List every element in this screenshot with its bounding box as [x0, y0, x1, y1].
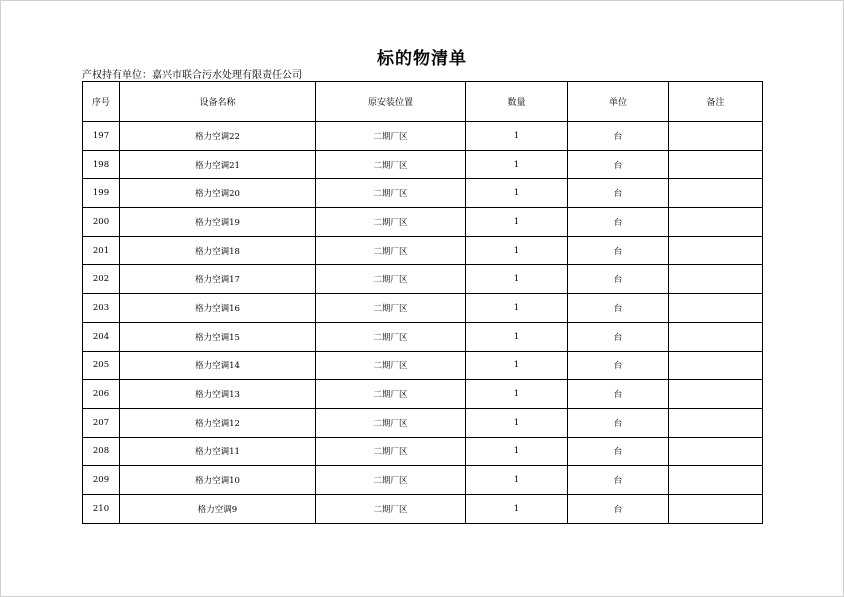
cell-index: 205 — [83, 351, 120, 380]
cell-install-location: 二期厂区 — [316, 236, 466, 265]
cell-install-location: 二期厂区 — [316, 380, 466, 409]
cell-equipment-name: 格力空调18 — [120, 236, 316, 265]
table-row — [83, 351, 763, 380]
cell-unit: 台 — [568, 380, 669, 409]
cell-unit: 台 — [568, 150, 669, 179]
cell-quantity: 1 — [466, 351, 568, 380]
cell-remarks — [669, 437, 763, 466]
cell-unit: 台 — [568, 494, 669, 523]
cell-unit: 台 — [568, 351, 669, 380]
cell-quantity: 1 — [466, 265, 568, 294]
column-header-remarks: 备注 — [669, 82, 763, 122]
cell-unit: 台 — [568, 236, 669, 265]
cell-unit: 台 — [568, 265, 669, 294]
cell-index: 201 — [83, 236, 120, 265]
cell-equipment-name: 格力空调21 — [120, 150, 316, 179]
cell-remarks — [669, 265, 763, 294]
cell-quantity: 1 — [466, 437, 568, 466]
cell-index: 202 — [83, 265, 120, 294]
cell-equipment-name: 格力空调16 — [120, 294, 316, 323]
table-row — [83, 494, 763, 523]
table-row — [83, 380, 763, 409]
cell-remarks — [669, 236, 763, 265]
cell-index: 199 — [83, 179, 120, 208]
table-row — [83, 208, 763, 237]
cell-unit: 台 — [568, 179, 669, 208]
cell-install-location: 二期厂区 — [316, 466, 466, 495]
table-row — [83, 122, 763, 151]
cell-install-location: 二期厂区 — [316, 494, 466, 523]
cell-remarks — [669, 408, 763, 437]
cell-unit: 台 — [568, 122, 669, 151]
cell-equipment-name: 格力空调10 — [120, 466, 316, 495]
cell-index: 203 — [83, 294, 120, 323]
cell-install-location: 二期厂区 — [316, 322, 466, 351]
cell-quantity: 1 — [466, 122, 568, 151]
cell-remarks — [669, 294, 763, 323]
cell-quantity: 1 — [466, 150, 568, 179]
cell-install-location: 二期厂区 — [316, 150, 466, 179]
cell-remarks — [669, 494, 763, 523]
owner-name: 嘉兴市联合污水处理有限责任公司 — [152, 70, 302, 81]
cell-remarks — [669, 150, 763, 179]
cell-install-location: 二期厂区 — [316, 408, 466, 437]
cell-remarks — [669, 122, 763, 151]
column-header-quantity: 数量 — [466, 82, 568, 122]
cell-equipment-name: 格力空调12 — [120, 408, 316, 437]
cell-index: 197 — [83, 122, 120, 151]
cell-remarks — [669, 208, 763, 237]
cell-index: 208 — [83, 437, 120, 466]
cell-equipment-name: 格力空调15 — [120, 322, 316, 351]
cell-equipment-name: 格力空调22 — [120, 122, 316, 151]
cell-index: 210 — [83, 494, 120, 523]
cell-quantity: 1 — [466, 322, 568, 351]
table-body — [83, 122, 763, 524]
cell-install-location: 二期厂区 — [316, 265, 466, 294]
cell-equipment-name: 格力空调14 — [120, 351, 316, 380]
cell-remarks — [669, 322, 763, 351]
cell-install-location: 二期厂区 — [316, 208, 466, 237]
cell-quantity: 1 — [466, 236, 568, 265]
cell-index: 206 — [83, 380, 120, 409]
cell-unit: 台 — [568, 322, 669, 351]
cell-install-location: 二期厂区 — [316, 122, 466, 151]
table-row — [83, 179, 763, 208]
cell-unit: 台 — [568, 466, 669, 495]
table-row — [83, 322, 763, 351]
cell-install-location: 二期厂区 — [316, 351, 466, 380]
table-row — [83, 437, 763, 466]
cell-remarks — [669, 380, 763, 409]
cell-unit: 台 — [568, 437, 669, 466]
cell-install-location: 二期厂区 — [316, 294, 466, 323]
cell-index: 200 — [83, 208, 120, 237]
cell-equipment-name: 格力空调20 — [120, 179, 316, 208]
cell-install-location: 二期厂区 — [316, 179, 466, 208]
table-row — [83, 265, 763, 294]
cell-remarks — [669, 351, 763, 380]
cell-index: 209 — [83, 466, 120, 495]
cell-equipment-name: 格力空调19 — [120, 208, 316, 237]
cell-remarks — [669, 179, 763, 208]
cell-quantity: 1 — [466, 380, 568, 409]
cell-equipment-name: 格力空调13 — [120, 380, 316, 409]
table-row — [83, 150, 763, 179]
cell-quantity: 1 — [466, 208, 568, 237]
owner-label: 产权持有单位： — [82, 70, 152, 81]
cell-equipment-name: 格力空调11 — [120, 437, 316, 466]
column-header-install-location: 原安装位置 — [316, 82, 466, 122]
column-header-unit: 单位 — [568, 82, 669, 122]
cell-quantity: 1 — [466, 294, 568, 323]
owner-line — [82, 66, 302, 81]
cell-unit: 台 — [568, 208, 669, 237]
cell-remarks — [669, 466, 763, 495]
cell-index: 204 — [83, 322, 120, 351]
column-header-index: 序号 — [83, 82, 120, 122]
cell-install-location: 二期厂区 — [316, 437, 466, 466]
table-header-row — [83, 82, 763, 122]
cell-equipment-name: 格力空调17 — [120, 265, 316, 294]
cell-quantity: 1 — [466, 408, 568, 437]
inventory-table — [82, 81, 763, 524]
table-row — [83, 294, 763, 323]
cell-quantity: 1 — [466, 494, 568, 523]
document-title: 标的物清单 — [377, 49, 467, 69]
cell-quantity: 1 — [466, 466, 568, 495]
table-row — [83, 236, 763, 265]
column-header-equipment-name: 设备名称 — [120, 82, 316, 122]
cell-unit: 台 — [568, 294, 669, 323]
cell-index: 198 — [83, 150, 120, 179]
cell-index: 207 — [83, 408, 120, 437]
table-row — [83, 408, 763, 437]
cell-unit: 台 — [568, 408, 669, 437]
cell-quantity: 1 — [466, 179, 568, 208]
table-row — [83, 466, 763, 495]
cell-equipment-name: 格力空调9 — [120, 494, 316, 523]
